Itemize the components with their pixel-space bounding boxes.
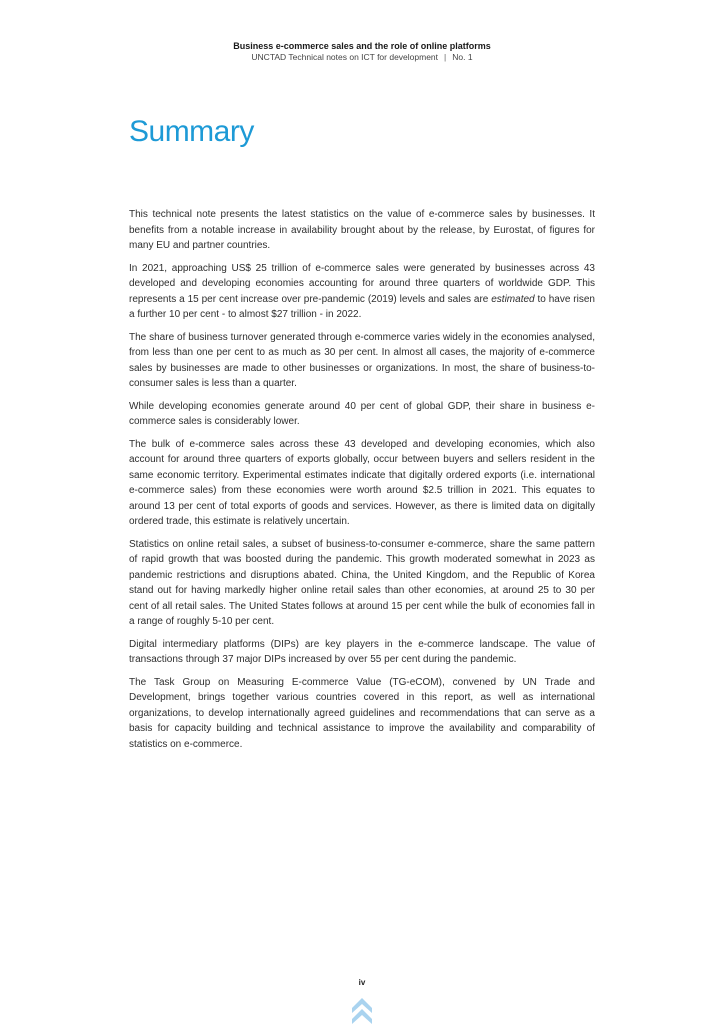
header-series: UNCTAD Technical notes on ICT for development: [251, 52, 439, 62]
paragraph-5: The bulk of e-commerce sales across these 43 developed and developing economies, which also account for around three quarters of exports globally, occur between buyers and sellers resident in the same economic territory. Experimental estimates indicate that digitally ordered exports (i.e. international e-commerce sales) from these economies were worth around $2.5 trillion in 2021. This equates to around 13 per cent of total exports of goods and services. However, as there is limited data on digitally ordered trade, this estimate is relatively uncertain.: [129, 438, 595, 527]
page-number: iv: [358, 978, 366, 987]
paragraph-4: While developing economies generate around 40 per cent of global GDP, their share in business e-commerce sales is considerably lower.: [129, 400, 595, 427]
header-title: Business e-commerce sales and the role of online platforms: [233, 41, 491, 51]
paragraph-1: This technical note presents the latest statistics on the value of e-commerce sales by businesses. It benefits from a notable increase in availability brought about by the release, by Eurostat, of figures for many EU and partner countries.: [129, 209, 595, 251]
paragraph-2-end: to have risen a further 10 per cent - to almost $27 trillion - in 2022.: [129, 293, 595, 320]
header-separator: |: [444, 52, 447, 62]
paragraph-7: Digital intermediary platforms (DIPs) are key players in the e-commerce landscape. The value of transactions through 37 major DIPs increased by over 55 per cent during the pandemic.: [129, 638, 595, 665]
summary-body: [129, 207, 595, 759]
header-subtitle: [0, 52, 724, 63]
chevron-up-icon-graphic: [350, 996, 374, 1024]
paragraph-6: Statistics on online retail sales, a subset of business-to-consumer e-commerce, share the same pattern of rapid growth that was boosted during the pandemic. This growth moderated somewhat in 2023 as pandemic restrictions and disruptions abated. China, the United Kingdom, and the Republic of Korea stand out for having markedly higher online retail sales than other economies, at around 25 to 30 per cent of all retail sales. The United States follows at around 15 per cent while the bulk of economies fall in a range of roughly 5-10 per cent.: [129, 538, 595, 627]
chevron-up-icon[interactable]: [350, 996, 374, 1024]
paragraph-8: The Task Group on Measuring E-commerce Value (TG-eCOM), convened by UN Trade and Development, brings together various countries covered in this report, as well as international organizations, to develop internationally agreed guidelines and recommendations that can serve as a basis for capacity building and technical assistance to improve the availability and comparability of statistics on e-commerce.: [129, 676, 595, 750]
page-title: Summary: [129, 115, 254, 148]
paragraph-3: The share of business turnover generated through e-commerce varies widely in the economies analysed, from less than one per cent to as much as 30 per cent. In almost all cases, the majority of e-commerce sales by businesses are made to other businesses or organizations. In most, the share of business-to-consumer sales is less than a quarter.: [129, 331, 595, 389]
paragraph-2: [129, 261, 595, 323]
header-number: No. 1: [452, 52, 473, 62]
running-header: [0, 40, 724, 63]
paragraph-2-start: In 2021, approaching US$ 25 trillion of e-commerce sales were generated by businesses across 43 developed and developing economies accounting for around three quarters of worldwide GDP. This represents a 15 per cent increase over pre-pandemic (2019) levels and sales are: [129, 262, 595, 305]
paragraph-2-emphasis: estimated: [491, 293, 535, 305]
